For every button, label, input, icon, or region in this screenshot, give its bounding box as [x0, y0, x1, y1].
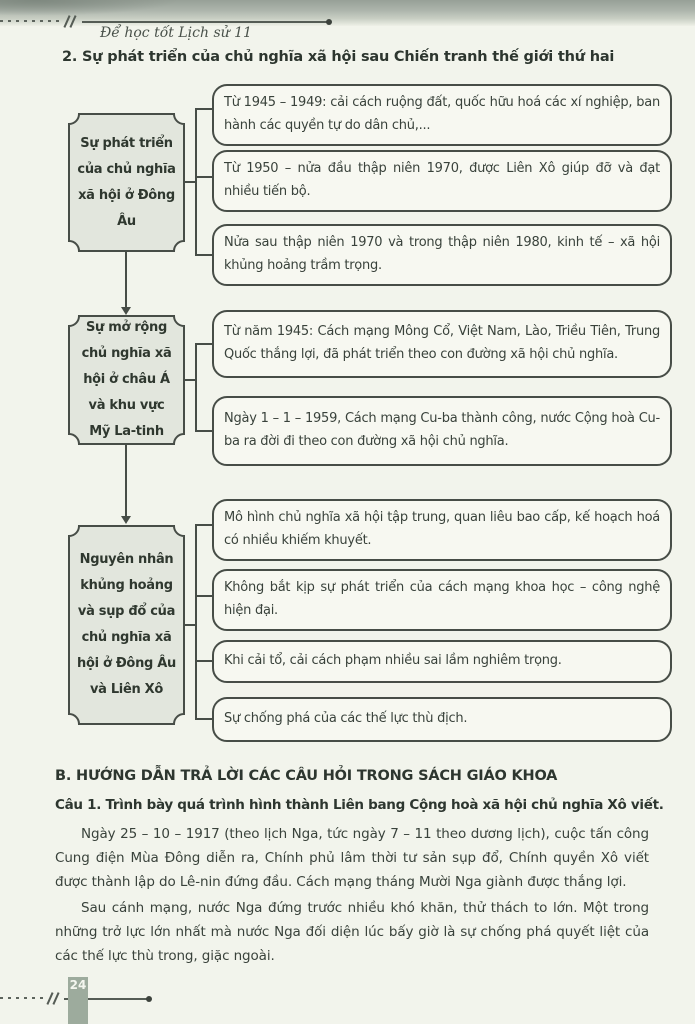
connector-line — [195, 176, 212, 178]
question-1-heading: Câu 1. Trình bày quá trình hình thành Liên bang Cộng hoà xã hội chủ nghĩa Xô viết. — [55, 797, 664, 813]
diagram-node-label: Nguyên nhân khủng hoảng và sụp đổ của chủ nghĩa xã hội ở Đông Âu và Liên Xô — [77, 552, 176, 697]
header-dashed-rule — [0, 20, 60, 22]
page-number: 24 — [69, 978, 87, 992]
section-title: 2. Sự phát triển của chủ nghĩa xã hội sau Chiến tranh thế giới thứ hai — [62, 49, 615, 65]
running-title: Để học tốt Lịch sử 11 — [100, 25, 252, 41]
diagram-box — [212, 150, 672, 212]
connector-line — [195, 660, 212, 662]
diagram-box — [212, 640, 672, 683]
diagram-node-label: Sự mở rộng chủ nghĩa xã hội ở châu Á và khu vực Mỹ La-tinh — [81, 320, 172, 439]
arrow-head — [121, 516, 131, 524]
footer-slash-mark — [46, 992, 60, 1005]
diagram-box — [212, 697, 672, 742]
diagram-box — [212, 310, 672, 378]
header-slash-mark — [63, 15, 77, 28]
diagram-box-text: Không bắt kịp sự phát triển của cách mạng khoa học – công nghệ hiện đại. — [224, 580, 660, 618]
arrow-line — [125, 252, 127, 308]
diagram-box — [212, 499, 672, 561]
diagram-box-text: Ngày 1 – 1 – 1959, Cách mạng Cu-ba thành công, nước Cộng hoà Cu-ba ra đời đi theo con đường xã hội chủ nghĩa. — [224, 411, 660, 449]
connector-line — [195, 254, 212, 256]
connector-line — [195, 595, 212, 597]
diagram-box-text: Từ năm 1945: Cách mạng Mông Cổ, Việt Nam, Lào, Triều Tiên, Trung Quốc thắng lợi, đã phát triển theo con đường xã hội chủ nghĩa. — [224, 324, 660, 362]
diagram-node-label: Sự phát triển của chủ nghĩa xã hội ở Đông Âu — [77, 135, 176, 229]
diagram-box-text: Từ 1950 – nửa đầu thập niên 1970, được Liên Xô giúp đỡ và đạt nhiều tiến bộ. — [224, 161, 660, 199]
scan-top-smudge — [0, 0, 180, 16]
diagram-box-text: Sự chống phá của các thế lực thù địch. — [224, 711, 468, 727]
connector-line — [195, 524, 197, 720]
diagram-box — [212, 84, 672, 146]
arrow-head — [121, 307, 131, 315]
footer-rule-end-dot — [146, 996, 152, 1002]
arrow-line — [125, 445, 127, 517]
connector-line — [195, 108, 197, 256]
diagram-box — [212, 224, 672, 286]
connector-line — [195, 108, 212, 110]
connector-line — [195, 343, 212, 345]
connector-line — [195, 524, 212, 526]
connector-line — [195, 430, 212, 432]
connector-line — [195, 718, 212, 720]
header-rule-end-dot — [326, 19, 332, 25]
page-number-box — [68, 977, 88, 1024]
answer-paragraph: Sau cánh mạng, nước Nga đứng trước nhiều khó khăn, thử thách to lớn. Một trong những trở lực lớn nhất mà nước Nga đối diện lúc bấy giờ là sự chống phá quyết liệt của các thế lực thù trong, giặc ngoài. — [55, 900, 649, 964]
diagram-box — [212, 569, 672, 631]
diagram-node-eastern-europe — [68, 113, 185, 252]
diagram-box-text: Nửa sau thập niên 1970 và trong thập niên 1980, kinh tế – xã hội khủng hoảng trầm trọng. — [224, 235, 660, 273]
footer-dashed-rule — [0, 997, 44, 999]
section-b-heading: B. HƯỚNG DẪN TRẢ LỜI CÁC CÂU HỎI TRONG SÁCH GIÁO KHOA — [55, 768, 558, 784]
diagram-box-text: Mô hình chủ nghĩa xã hội tập trung, quan liêu bao cấp, kế hoạch hoá có nhiều khiếm khuyết. — [224, 510, 660, 548]
connector-line — [195, 343, 197, 432]
diagram-box-text: Khi cải tổ, cải cách phạm nhiều sai lầm nghiêm trọng. — [224, 653, 562, 669]
diagram-box — [212, 396, 672, 466]
answer-paragraph: Ngày 25 – 10 – 1917 (theo lịch Nga, tức ngày 7 – 11 theo dương lịch), cuộc tấn công Cung điện Mùa Đông diễn ra, Chính phủ lâm thời tư sản sụp đổ, Chính quyền Xô viết được thành lập do Lê-nin đứng đầu. Cách mạng tháng Mười Nga giành được thắng lợi. — [55, 826, 649, 890]
diagram-node-collapse-causes — [68, 525, 185, 725]
diagram-node-asia-latin-america — [68, 315, 185, 445]
diagram-box-text: Từ 1945 – 1949: cải cách ruộng đất, quốc hữu hoá các xí nghiệp, ban hành các quyền tự do dân chủ,... — [224, 95, 660, 133]
header-rule — [82, 21, 328, 23]
